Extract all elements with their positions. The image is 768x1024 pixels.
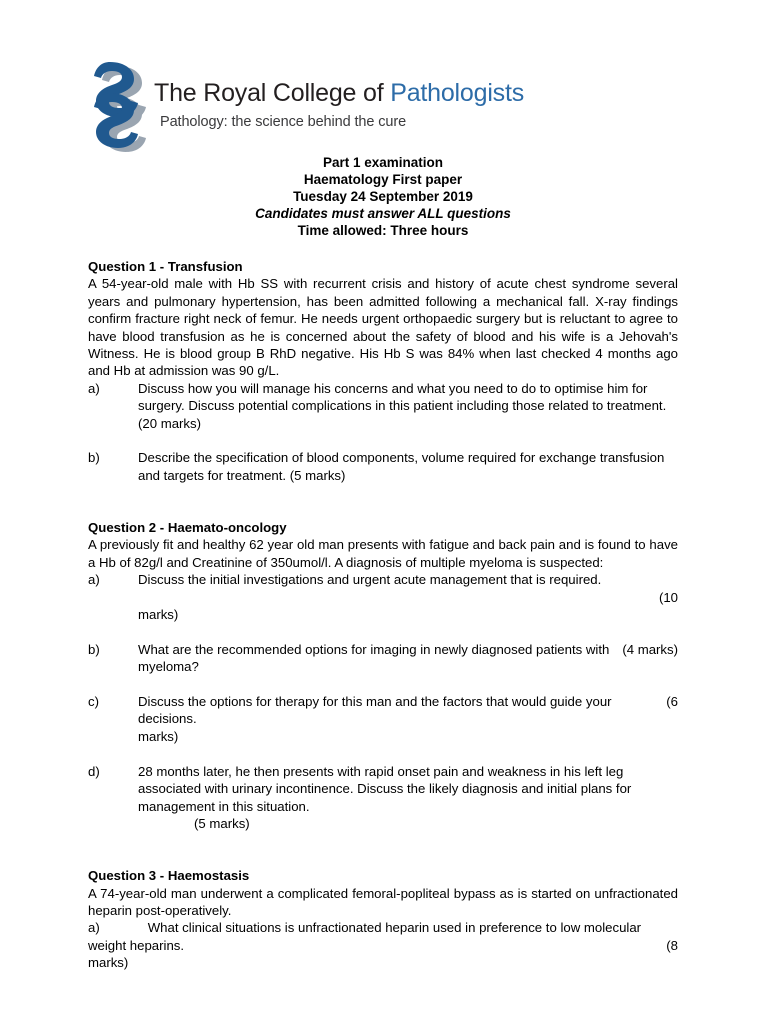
question-3-heading: Question 3 - Haemostasis: [88, 868, 250, 884]
question-2-part-c-text: Discuss the options for therapy for this man and the factors that would guide your decisions.: [138, 694, 612, 727]
question-3-part-a-marks-first: (8: [666, 937, 678, 953]
royal-college-pathologists-emblem-icon: [88, 60, 150, 152]
question-2-heading: Question 2 - Haemato-oncology: [88, 520, 287, 536]
spacer: [88, 432, 678, 449]
question-2-part-d-body: [138, 763, 678, 833]
question-1-part-b-label: b): [88, 450, 100, 466]
question-3-part-a-text-first: What clinical situations is unfractionated heparin used in preference to low molecular: [147, 920, 642, 936]
exam-title-line-2: Haematology First paper: [303, 172, 463, 187]
question-2-part-d-marks-line: [138, 815, 678, 832]
logo-wordmark-group: [154, 62, 524, 130]
exam-time-allowed: Time allowed: Three hours: [297, 223, 469, 238]
logo-tagline: Pathology: the science behind the cure: [160, 113, 407, 130]
question-3-part-a-label: a): [88, 920, 100, 936]
question-1-part-b: [88, 449, 678, 484]
question-3-part-a-marks-second: marks): [88, 955, 129, 971]
question-2-part-d-marks: (5 marks): [194, 815, 250, 831]
spacer: [88, 676, 678, 693]
question-2-part-b-marks: (4 marks): [622, 641, 678, 657]
question-1-stem: A 54-year-old male with Hb SS with recurrent crisis and history of acute chest syndrome several years and pulmonary hypertension, has been admitted following a mechanical fall. X-ray findings confirm fracture right neck of femur. He needs urgent orthopaedic surgery but is reluctant to agree to have blood transfusion as he is concerned about the safety of blood and his wife is a Jehovah's Witness. He is blood group B RhD negative. His Hb S was 84% when last checked 4 months ago and Hb at admission was 90 g/L.: [88, 276, 678, 379]
exam-title-line-1: Part 1 examination: [322, 155, 444, 170]
question-3-part-a-continuation: [88, 937, 678, 954]
wordmark-accent: Pathologists: [390, 79, 525, 107]
spacer: [88, 623, 678, 640]
question-1-heading: Question 1 - Transfusion: [88, 259, 243, 274]
question-2-part-a-marks-second: marks): [138, 607, 179, 623]
spacer: [88, 502, 678, 519]
question-2-part-c-label: c): [88, 694, 99, 710]
logo-wordmark: [154, 80, 524, 108]
question-3-part-a: [88, 919, 678, 936]
spacer: [88, 850, 678, 867]
spacer: [88, 484, 678, 501]
question-3-part-a-text-second: weight heparins.: [88, 937, 185, 953]
question-2-part-a: [88, 571, 678, 623]
question-2-part-b-label: b): [88, 641, 100, 657]
question-3-stem: A 74-year-old man underwent a complicated femoral-popliteal bypass as is started on unfractionated heparin post-operatively.: [88, 885, 678, 918]
question-2-part-d: [88, 763, 678, 833]
exam-date: Tuesday 24 September 2019: [293, 189, 473, 204]
question-1-part-a-text: Discuss how you will manage his concerns and what you need to do to optimise him for surgery. Discuss potential complications in this patient including those related to treatment. (20 marks): [138, 380, 667, 431]
question-1-part-a: [88, 380, 678, 432]
question-2-stem: A previously fit and healthy 62 year old man presents with fatigue and back pain and is found to have a Hb of 82g/l and Creatinine of 350umol/l. A diagnosis of multiple myeloma is suspected:: [88, 537, 678, 570]
question-2-part-a-text: Discuss the initial investigations and urgent acute management that is required.: [138, 572, 602, 588]
question-2-part-a-label: a): [88, 572, 100, 588]
question-2-part-a-body: [138, 571, 678, 623]
question-2-part-c-marks-second: marks): [138, 728, 179, 744]
question-1-part-a-label: a): [88, 380, 100, 396]
question-2-part-b-text: What are the recommended options for imaging in newly diagnosed patients with myeloma?: [138, 641, 610, 675]
question-2-part-d-text: 28 months later, he then presents with rapid onset pain and weakness in his left leg associated with urinary incontinence. Discuss the likely diagnosis and initial plans for management in this situation.: [138, 763, 632, 814]
question-2-part-c: [88, 693, 678, 745]
question-2-part-c-body: [138, 693, 678, 745]
organisation-logo: [88, 62, 524, 152]
exam-body: [88, 258, 678, 972]
question-2-part-c-marks-first: (6: [666, 694, 678, 710]
question-2-part-a-marks-first: (10: [658, 589, 678, 605]
question-1-part-b-text: Describe the specification of blood components, volume required for exchange transfusion and targets for treatment. (5 marks): [138, 450, 665, 483]
question-2-part-d-label: d): [88, 763, 100, 779]
wordmark-primary: The Royal College of: [154, 79, 391, 107]
question-2-part-b-body: [138, 641, 678, 676]
question-2-part-b: [88, 641, 678, 676]
exam-title-block: [88, 154, 678, 239]
spacer: [88, 745, 678, 762]
exam-instruction: Candidates must answer ALL questions: [255, 206, 511, 221]
spacer: [88, 832, 678, 849]
